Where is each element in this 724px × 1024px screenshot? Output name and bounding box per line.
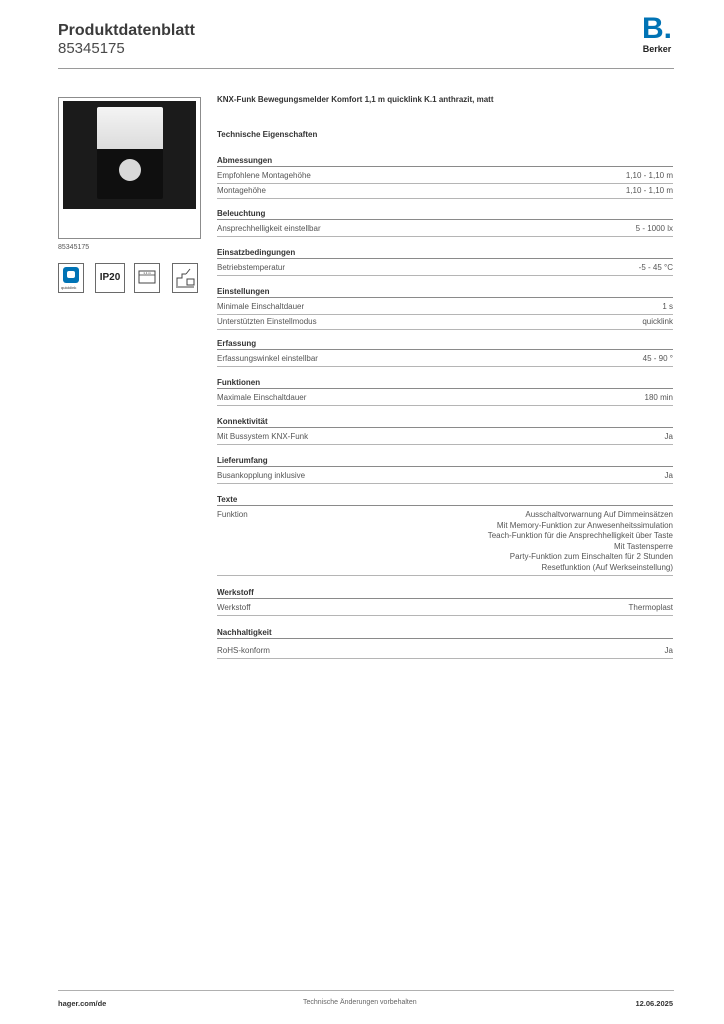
spec-value: 1,10 - 1,10 m	[625, 186, 673, 195]
footer-website: hager.com/de	[58, 999, 107, 1008]
spec-label: RoHS-konform	[217, 646, 270, 655]
function-text-line: Resetfunktion (Auf Werkseinstellung)	[541, 562, 673, 572]
group-title-beleuchtung: Beleuchtung	[217, 209, 673, 220]
spec-label: Unterstützten Einstellmodus	[217, 317, 317, 326]
function-text-line: Mit Memory-Funktion zur Anwesenheitssimulation	[496, 520, 673, 530]
quicklink-icon-label: quicklink	[61, 285, 77, 290]
spec-row-funktion-texte	[217, 508, 673, 576]
device-body	[97, 107, 163, 199]
spec-label: Empfohlene Montagehöhe	[217, 171, 311, 180]
function-text-line: Mit Tastensperre	[614, 541, 673, 551]
group-title-abmessungen: Abmessungen	[217, 156, 673, 167]
product-name: KNX-Funk Bewegungsmelder Komfort 1,1 m quicklink K.1 anthrazit, matt	[217, 95, 494, 104]
spec-value: Ja	[664, 471, 673, 480]
group-title-konnektivitaet: Konnektivität	[217, 417, 673, 428]
function-text-line: Party-Funktion zum Einschalten für 2 Stunden	[509, 552, 673, 562]
ip-rating-label: IP20	[99, 272, 121, 283]
ip-rating-icon	[95, 263, 125, 293]
footer-divider	[58, 990, 674, 991]
spec-label: Mit Bussystem KNX-Funk	[217, 432, 309, 441]
product-image	[63, 101, 196, 209]
spec-row	[217, 222, 673, 237]
group-title-einstellungen: Einstellungen	[217, 287, 673, 298]
group-title-funktionen: Funktionen	[217, 378, 673, 389]
function-text-line: Teach-Funktion für die Ansprechhelligkeit über Taste	[487, 531, 673, 541]
spec-label: Ansprechhelligkeit einstellbar	[217, 224, 321, 233]
function-text-line: Ausschaltvorwarnung Auf Dimmeinsätzen	[525, 510, 673, 519]
spec-value: quicklink	[642, 317, 673, 326]
function-text-list	[488, 510, 673, 574]
spec-row	[217, 300, 673, 315]
spec-label: Betriebstemperatur	[217, 263, 286, 272]
group-title-nachhaltigkeit: Nachhaltigkeit	[217, 628, 673, 639]
spec-row	[217, 261, 673, 276]
spec-value: 5 - 1000 lx	[635, 224, 673, 233]
spec-value: 180 min	[644, 393, 673, 402]
spec-row	[217, 352, 673, 367]
spec-row	[217, 315, 673, 330]
spec-label: Montagehöhe	[217, 186, 266, 195]
quicklink-icon	[58, 263, 84, 293]
spec-label: Werkstoff	[217, 603, 251, 612]
device-button	[119, 159, 141, 181]
spec-value: Thermoplast	[628, 603, 673, 612]
group-title-erfassung: Erfassung	[217, 339, 673, 350]
image-caption: 85345175	[58, 244, 90, 251]
spec-label: Minimale Einschaltdauer	[217, 302, 305, 311]
product-image-frame	[58, 97, 201, 239]
brand-logo	[640, 12, 674, 54]
spec-row	[217, 430, 673, 445]
footer-disclaimer: Technische Änderungen vorbehalten	[303, 999, 417, 1006]
spec-row	[217, 169, 673, 184]
spec-row	[217, 601, 673, 616]
page-title: Produktdatenblatt	[58, 22, 195, 39]
section-title: Technische Eigenschaften	[217, 130, 318, 139]
footer-date: 12.06.2025	[635, 999, 673, 1008]
dimension-icon	[134, 263, 160, 293]
spec-value: Ja	[664, 646, 673, 655]
group-title-lieferumfang: Lieferumfang	[217, 456, 673, 467]
article-number: 85345175	[58, 40, 125, 57]
header-divider	[58, 68, 674, 69]
spec-row	[217, 644, 673, 659]
logo-letter: B.	[642, 12, 672, 45]
spec-value: 1,10 - 1,10 m	[625, 171, 673, 180]
group-title-werkstoff: Werkstoff	[217, 588, 673, 599]
spec-value: Ja	[664, 432, 673, 441]
spec-label: Maximale Einschaltdauer	[217, 393, 307, 402]
logo-name: Berker	[642, 44, 672, 54]
mounting-height-icon	[172, 263, 198, 293]
spec-value: 45 - 90 °	[642, 354, 673, 363]
svg-text:1,1 m: 1,1 m	[143, 271, 151, 275]
spec-value: -5 - 45 °C	[638, 263, 673, 272]
group-title-einsatzbedingungen: Einsatzbedingungen	[217, 248, 673, 259]
spec-row	[217, 391, 673, 406]
spec-row	[217, 184, 673, 199]
group-title-texte: Texte	[217, 495, 673, 506]
spec-label: Funktion	[217, 510, 248, 519]
spec-value: 1 s	[662, 302, 673, 311]
spec-label: Erfassungswinkel einstellbar	[217, 354, 318, 363]
spec-row	[217, 469, 673, 484]
device-lens	[97, 107, 163, 149]
spec-label: Busankopplung inklusive	[217, 471, 306, 480]
